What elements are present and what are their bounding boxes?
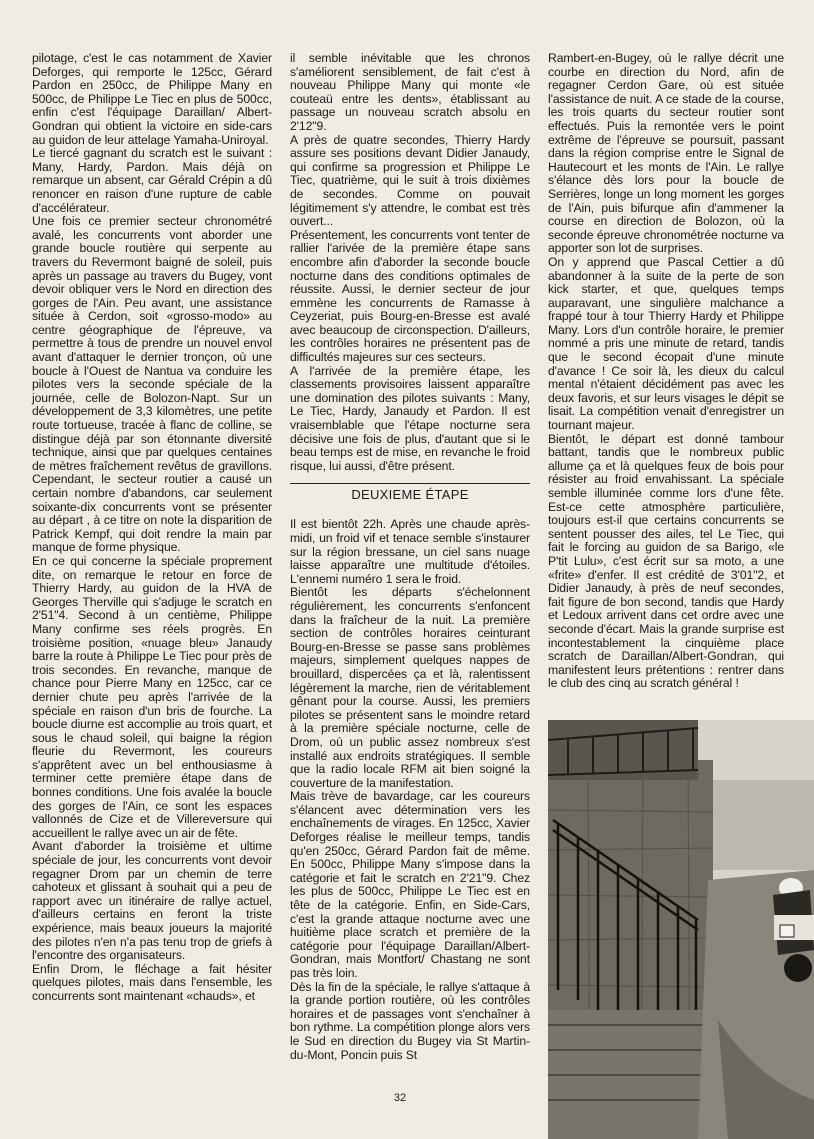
paragraph: Il est bientôt 22h. Après une chaude après-midi, un froid vif et tenace semble s'instaurer sur la région bressane, un ciel sans nuage laisse apparaître une multitude d'étoiles. L'ennemi numéro 1 sera le froid. <box>290 517 530 586</box>
paragraph: il semble inévitable que les chronos s'améliorent sensiblement, de fait c'est à nouveau Philippe Many qui monte «le couteaü entre les dents», établissant au passage un nouveau scratch absolu en 2'12"9. <box>290 51 530 133</box>
rally-photo <box>548 720 814 1139</box>
paragraph: Une fois ce premier secteur chronométré avalé, les concurrents vont aborder une grande boucle routière qui serpente au travers du Revermont baigné de soleil, puis après un passage au travers du Bugey, vont devoir obliquer vers le Nord en direction des gorges de l'Ain. Peu avant, une assistance située à Cerdon, soit «grosso-modo» au centre géographique de l'épreuve, va permettre à tous de prendre un nouvel envol avant d'attaquer le dernier tronçon, où une boucle à l'Ouest de Nantua va conduire les pilotes vers la seconde spéciale de la journée, celle de Bolozon-Napt. Sur un développement de 3,3 kilomètres, une petite route tortueuse, tracée à flanc de colline, se distingue déjà par son étonnante diversité technique, ainsi que par quelques centaines de mètres fraîchement revêtus de gravillons. Cependant, le secteur routier a causé un certain nombre d'abandons, car seulement soixante-dix concurrents vont se présenter au départ , à ce titre on note la disparition de Patrick Kempf, qui doit rendre la main par manque de forme physique. <box>32 214 272 555</box>
paragraph: A près de quatre secondes, Thierry Hardy assure ses positions devant Didier Janaudy, qui confirme sa progression et Philippe Le Tiec, quatrième, qui le suit à trois dixièmes de secondes. Comme on pouvait légitimement s'y attendre, le combat est très ouvert... <box>290 132 530 229</box>
text-column-3 <box>548 52 784 691</box>
section-heading: DEUXIEME ÉTAPE <box>290 483 530 504</box>
paragraph: On y apprend que Pascal Cettier a dû abandonner à la suite de la perte de son kick starter, et que, quelques temps auparavant, une singulière malchance a frappé tour à tour Thierry Hardy et Philippe Many. Lors d'un contrôle horaire, le premier nommé a pris une minute de retard, tandis que le second écopait d'une minute d'avance ! Ce soir là, les dieux du calcul mental n'étaient décidément pas avec les deux favoris, et sur leurs visages le dépit se lisait. La compétition venait d'enregistrer un tournant majeur. <box>548 254 784 433</box>
text-column-1 <box>32 52 272 1004</box>
paragraph: pilotage, c'est le cas notamment de Xavier Deforges, qui remporte le 125cc, Gérard Pardon en 250cc, de Philippe Many en 500cc, de Philippe Le Tiec en plus de 500cc, enfin c'est l'équipage Daraillan/ Albert-Gondran qui obtient la victoire en side-cars au guidon de leur attelage Yamaha-Uniroyal. <box>32 51 272 147</box>
paragraph: Le tiercé gagnant du scratch est le suivant : Many, Hardy, Pardon. Mais déjà on remarque un absent, car Gérald Crépin a dû renoncer en raison d'une rupture de cable d'accélérateur. <box>32 146 272 215</box>
paragraph: Bientôt les départs s'échelonnent régulièrement, les concurrents s'enfoncent dans la fraîcheur de la nuit. La première section de contrôles horaires ceinturant Bourg-en-Bresse se passe sans problèmes majeurs, simplement quelques nappes de brouillard, dispercées ça et là, ralentissent légèrement la marche, rien de véritablement gênant pour la course. Aussi, les premiers pilotes se présentent sans le moindre retard à la première spéciale nocturne, celle de Drom, où un public assez nombreux s'est installé aux endroits stratégiques. Il semble que la radio locale RFM ait bien soigné la couverture de la manifestation. <box>290 585 530 790</box>
paragraph: Bientôt, le départ est donné tambour battant, tandis que le nombreux public allume ça et là quelques feux de bois pour résister au froid envahissant. La spéciale semble illuminée comme lors d'une fête. Est-ce cette atmosphère particulière, toujours est-il que certains concurrents se sentent pousser des ailes, tel Le Tiec, qui fait le forcing au guidon de sa Barigo, «le P'tit Lulu», c'est écrit sur sa moto, a une «frite» d'enfer. Il est crédité de 3'01"2, et Didier Janaudy, à près de neuf secondes, fait figure de bon second, tandis que Hardy et Ledoux arrivent dans cet ordre avec une seconde d'écart. Mais la grande surprise est incontestablement la cinquième place scratch de Daraillan/Albert-Gondran, qui manifestent leurs prétentions : rentrer dans le club des cinq au scratch général ! <box>548 431 784 691</box>
paragraph: Rambert-en-Bugey, où le rallye décrit une courbe en direction du Nord, afin de regagner Cerdon Gare, où est située l'assistance de nuit. A ce stade de la course, les trois quarts du secteur routier sont effectués. Puis la remontée vers le point extrême de l'épreuve se poursuit, passant dans la région comprise entre le Signal de Hautecourt et les monts de l'Ain. Le rallye s'élance dès lors pour la boucle de Serrières, longe un long moment les gorges de l'Ain, puis bifurque afin d'ammener la course en direction de Bolozon, où la seconde épreuve chronométrée nocturne va apporter son lot de surprises. <box>548 51 784 256</box>
photo-illustration <box>548 720 814 1139</box>
paragraph: En ce qui concerne la spéciale proprement dite, on remarque le retour en force de Thierry Hardy, au guidon de la HVA de Georges Therville qui s'adjuge le scratch en 2'51"4. Second à un centième, Philippe Many confirme ses réels progrès. En troisième position, «nuage bleu» Janaudy barre la route à Philippe Le Tiec pour près de trois secondes. En revanche, manque de chance pour Pierre Many en 125cc, car ce dernier chute peu après l'arrivée de la spéciale en raison d'un bris de fourche. La boucle diurne est accomplie au trois quart, et sous le chaud soleil, qui baigne la région fleurie du Revermont, les coureurs s'apprêtent avec un bel enthousiasme à terminer cette première étape dans de bonnes conditions. Une fois avalée la boucle des gorges de l'Ain, ce sont les espaces vallonnés de Cize et de Villereversure qui accueillent le rallye avec un air de fête. <box>32 553 272 840</box>
paragraph: Mais trève de bavardage, car les coureurs s'élancent avec détermination vers les enchaînements de virages. En 125cc, Xavier Deforges réalise le meilleur temps, tandis qu'en 250cc, Gérard Pardon fait de même. En 500cc, Philippe Many s'impose dans la catégorie et fait le scratch en 2'21"9. Chez les plus de 500cc, Philippe Le Tiec est en tête de la catégorie. Enfin, en Side-Cars, c'est la grande attaque nocturne avec une huitième place scratch et première de la catégorie pour l'équipage Daraillan/Albert-Gondran, mais Montfort/ Chastang ne sont pas très loin. <box>290 789 530 980</box>
paragraph: Présentement, les concurrents vont tenter de rallier l'arivée de la première étape sans encombre afin d'aborder la seconde boucle nocturne dans des conditions optimales de réussite. Aussi, le dernier secteur de jour emmène les concurrents de Ramasse à Ceyzeriat, puis Bourg-en-Bresse est avalé avec beaucoup de circonspection. D'ailleurs, les contrôles horaires ne présentent pas de difficultés majeures sur ces secteurs. <box>290 227 530 365</box>
paragraph: Enfin Drom, le fléchage a fait hésiter quelques pilotes, mais dans l'ensemble, les concurrents sont maintenant «chauds», et <box>32 961 272 1003</box>
paragraph: Avant d'aborder la troisième et ultime spéciale de jour, les concurrents vont devoir regagner Drom par un chemin de terre cahoteux et glissant à souhait qui a peu de rapport avec un itinéraire de rallye actuel, d'ailleurs certains en feront la triste expérience, mais beaux joueurs la majorité des pilotes n'en n'a pas tenu trop de griefs à l'encontre des organisateurs. <box>32 839 272 963</box>
paragraph: Dès la fin de la spéciale, le rallye s'attaque à la grande portion routière, où les contrôles horaires et de passages vont s'enchaîner à bon rythme. La compétition plonge alors vers le Sud en direction du Bugey via St Martin-du-Mont, Poncin puis St <box>290 979 530 1062</box>
paragraph: A l'arrivée de la première étape, les classements provisoires laissent apparaître une domination des pilotes suivants : Many, Le Tiec, Hardy, Janaudy et Pardon. Il est vraisemblable que l'étape nocturne sera décisive une fois de plus, d'autant que si le beau temps est de mise, en revanche le froid risque, lui aussi, d'être présent. <box>290 363 530 473</box>
page-number: 32 <box>393 1092 407 1104</box>
text-column-2 <box>290 52 530 1062</box>
